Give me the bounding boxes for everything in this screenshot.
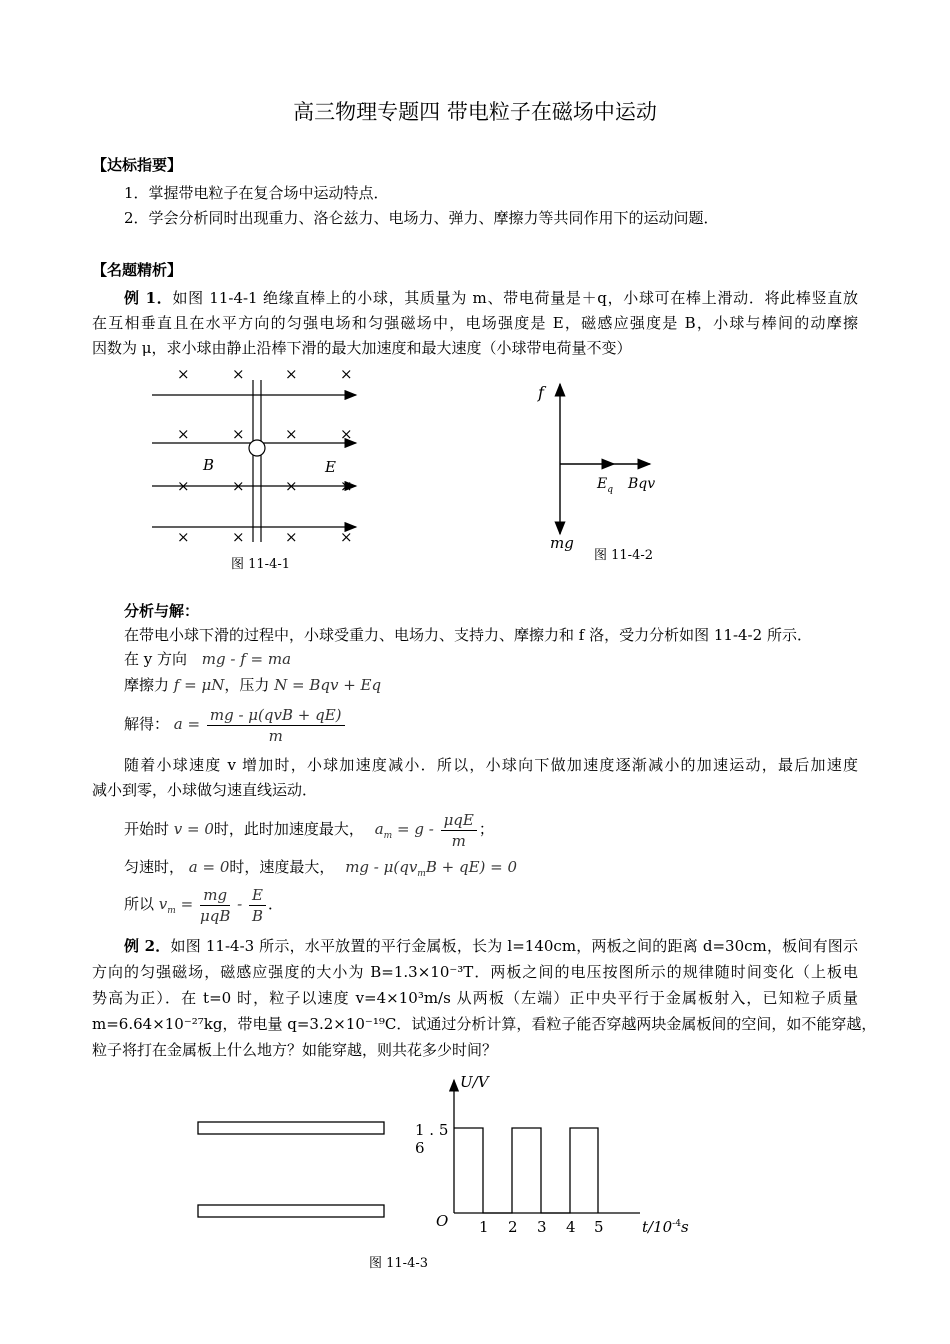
start-label: 开始时 xyxy=(124,820,170,838)
equation-a-numerator: mg - μ(qvB + qE) xyxy=(207,705,345,726)
examples-heading: 【名题精析】 xyxy=(92,261,183,279)
equation-a0: a = 0 xyxy=(188,858,230,876)
label-mg: mg xyxy=(550,534,574,552)
y-direction-label: 在 y 方向 xyxy=(124,650,188,668)
cross-mark: × xyxy=(177,365,190,383)
start-label2: 时，此时加速度最大， xyxy=(213,820,364,838)
x-axis-label-unit: s xyxy=(680,1218,689,1236)
cross-mark: × xyxy=(340,365,353,383)
equation-balance-a: mg - μ(qv xyxy=(345,858,418,876)
cross-mark: × xyxy=(177,528,190,546)
equation-a-lhs: a = xyxy=(173,715,201,733)
analysis-result xyxy=(124,881,283,927)
example1-label: 例 1． xyxy=(124,289,173,307)
equation-am xyxy=(374,820,434,841)
uniform-label2: 时，速度最大， xyxy=(229,858,335,876)
tick-label-4: 4 xyxy=(566,1218,576,1236)
example1-line3: 因数为 μ，求小球由静止沿棒下滑的最大加速度和最大速度（小球带电荷量不变） xyxy=(92,339,632,357)
analysis-friction xyxy=(124,674,381,695)
equation-vm xyxy=(158,895,194,916)
x-axis-label xyxy=(642,1218,689,1236)
cross-mark: × xyxy=(177,425,190,443)
page-title: 高三物理专题四 带电粒子在磁场中运动 xyxy=(293,100,657,124)
example2-line5: 粒子将打在金属板上什么地方？如能穿越，则共花多少时间？ xyxy=(92,1041,498,1059)
goal-item-2: 2．学会分析同时出现重力、洛仑兹力、电场力、弹力、摩擦力等共同作用下的运动问题． xyxy=(124,209,719,227)
x-axis-label-exp: -4 xyxy=(672,1219,681,1229)
semicolon: ； xyxy=(478,820,494,838)
figure-11-4-3-caption: 图 11-4-3 xyxy=(369,1256,429,1271)
equation-am-lhs: a xyxy=(374,820,384,838)
label-Eq-main: E xyxy=(597,476,608,492)
figure-11-4-1-caption: 图 11-4-1 xyxy=(231,557,291,572)
equation-vm-fraction-1 xyxy=(200,885,230,926)
equation-vm-eq: = xyxy=(180,895,194,913)
example1-line1 xyxy=(124,287,858,308)
solve-label: 解得： xyxy=(124,715,170,733)
cross-mark: × xyxy=(232,528,245,546)
equation-vm-fraction-2 xyxy=(249,885,266,926)
figure-11-4-3 xyxy=(190,1070,700,1245)
equation-vm-minus: - xyxy=(237,895,243,913)
analysis-para2: 减小到零，小球做匀速直线运动． xyxy=(92,781,318,799)
example2-label: 例 2． xyxy=(124,937,171,955)
cross-mark: × xyxy=(340,425,353,443)
equation-am-numerator: μqE xyxy=(441,810,477,831)
analysis-start xyxy=(124,806,494,852)
equation-am-fraction xyxy=(441,810,477,851)
voltage-level-label: 1 . 5 xyxy=(415,1121,449,1139)
cross-mark: × xyxy=(285,528,298,546)
pressure-label: ，压力 xyxy=(224,676,270,694)
example2-line2: 方向的匀强磁场，磁感应强度的大小为 B=1.3×10⁻³T．两板之间的电压按图所示的规律随时间变化（上板电 xyxy=(92,963,858,981)
label-B: B xyxy=(203,456,215,474)
figure-11-4-2-caption: 图 11-4-2 xyxy=(594,548,654,563)
voltage-level-label-2: 6 xyxy=(415,1139,425,1157)
cross-mark: × xyxy=(232,425,245,443)
cross-mark: × xyxy=(285,425,298,443)
equation-vm-sub: m xyxy=(167,906,176,916)
goal-item-1: 1．掌握带电粒子在复合场中运动特点． xyxy=(124,184,389,202)
upper-metal-plate xyxy=(198,1122,384,1134)
label-Eq-sub: q xyxy=(607,485,613,495)
equation-vm-lhs: v xyxy=(158,895,168,913)
equation-normal: N = Bqv + Eq xyxy=(274,676,382,694)
analysis-uniform xyxy=(124,856,517,879)
period: ． xyxy=(267,895,283,913)
tick-label-1: 1 xyxy=(479,1218,489,1236)
friction-label: 摩擦力 xyxy=(124,676,170,694)
x-axis-label-text: t/10 xyxy=(642,1218,673,1236)
analysis-y-direction xyxy=(124,648,291,669)
y-axis-label xyxy=(460,1073,491,1091)
tick-label-5: 5 xyxy=(594,1218,604,1236)
example2-line4: m=6.64×10⁻²⁷kg，带电量 q=3.2×10⁻¹⁹C．试通过分析计算，看粒子能否穿越两块金属板间的空间，如不能穿越， xyxy=(92,1015,877,1033)
analysis-para1: 随着小球速度 v 增加时，小球加速度减小．所以，小球向下做加速度逐渐减小的加速运动，最后加速度 xyxy=(124,756,858,774)
cross-mark: × xyxy=(232,477,245,495)
tick-label-3: 3 xyxy=(537,1218,547,1236)
equation-friction: f = μN xyxy=(173,676,225,694)
label-Bqv: Bqv xyxy=(628,476,656,492)
cross-mark: × xyxy=(232,365,245,383)
uniform-label: 匀速时， xyxy=(124,858,185,876)
label-Eq xyxy=(596,476,613,495)
goals-heading: 【达标指要】 xyxy=(92,156,183,174)
cross-mark: × xyxy=(340,528,353,546)
analysis-solution xyxy=(124,700,347,748)
charged-ball xyxy=(249,440,265,456)
equation-balance-b: B + qE) = 0 xyxy=(425,858,518,876)
figure-11-4-2 xyxy=(530,372,680,557)
equation-vm-denominator-2: B xyxy=(251,906,263,925)
cross-mark: × xyxy=(285,477,298,495)
example2-line1 xyxy=(124,935,858,956)
equation-balance xyxy=(345,858,518,879)
so-label: 所以 xyxy=(124,895,155,913)
cross-mark: × xyxy=(340,477,353,495)
equation-a-denominator: m xyxy=(268,726,283,745)
example2-line3: 势高为正）．在 t=0 时，粒子以速度 v=4×10³m/s 从两板（左端）正中央平行于金属板射入，已知粒子质量 xyxy=(92,989,858,1007)
equation-vm-numerator-2: E xyxy=(249,885,266,906)
cross-mark: × xyxy=(177,477,190,495)
equation-vm-denominator-1: μqB xyxy=(199,906,231,925)
voltage-waveform xyxy=(454,1128,598,1213)
equation-am-denominator: m xyxy=(451,831,466,850)
figure-11-4-1 xyxy=(140,360,380,550)
equation-a-fraction xyxy=(207,705,345,746)
example2-text1: 如图 11-4-3 所示，水平放置的平行金属板，长为 l=140cm，两板之间的距离 d=30cm，板间有图示 xyxy=(170,937,858,955)
equation-y: mg - f = ma xyxy=(201,650,292,668)
origin-label: O xyxy=(436,1212,449,1230)
example1-line2: 在互相垂直且在水平方向的匀强电场和匀强磁场中，电场强度是 E，磁感应强度是 B，小球与棒间的动摩擦 xyxy=(92,314,858,332)
y-axis-label-text: U/V xyxy=(460,1073,489,1091)
equation-am-sub: m xyxy=(383,831,393,841)
equation-v0: v = 0 xyxy=(173,820,214,838)
label-E: E xyxy=(325,458,336,476)
equation-balance-sub: m xyxy=(417,869,426,879)
analysis-heading: 分析与解： xyxy=(124,602,200,620)
lower-metal-plate xyxy=(198,1205,384,1217)
label-f: f xyxy=(538,383,544,402)
cross-mark: × xyxy=(285,365,298,383)
equation-am-mid: = g - xyxy=(397,820,434,838)
example1-text1: 如图 11-4-1 绝缘直棒上的小球，其质量为 m、带电荷量是＋q，小球可在棒上滑动．将此棒竖直放 xyxy=(172,289,858,307)
tick-label-2: 2 xyxy=(508,1218,518,1236)
analysis-line1: 在带电小球下滑的过程中，小球受重力、电场力、支持力、摩擦力和 f 洛，受力分析如图 11-4-2 所示． xyxy=(124,626,812,644)
equation-vm-numerator-1: mg xyxy=(200,885,230,906)
